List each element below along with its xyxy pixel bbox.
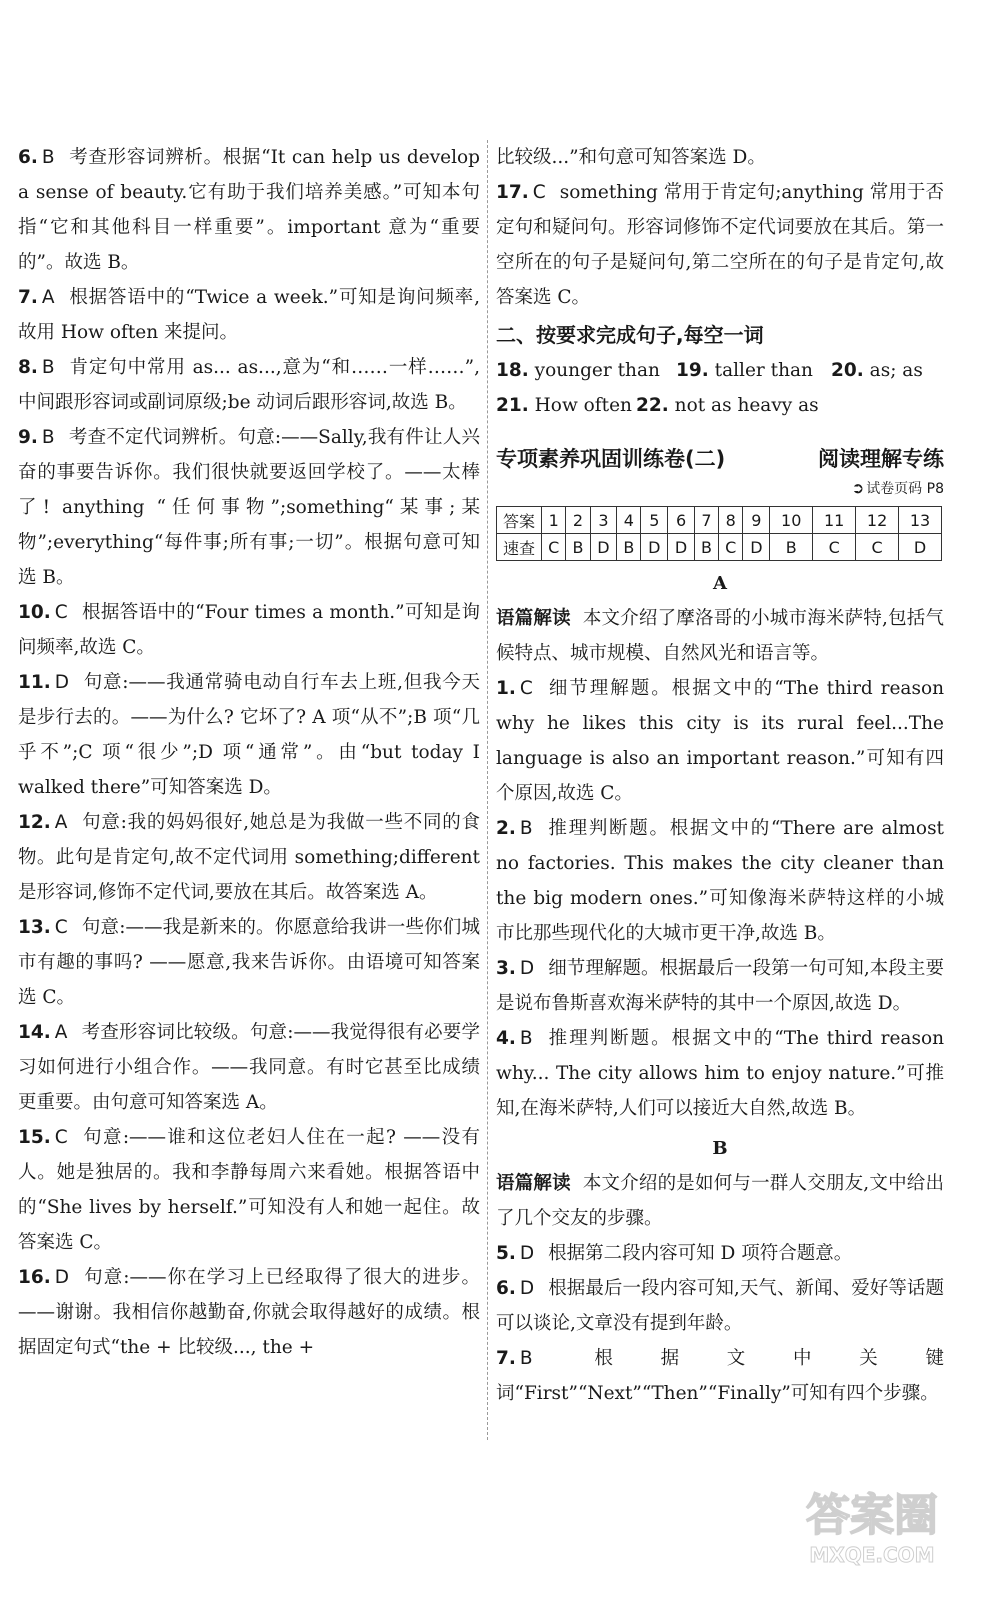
item-number: 12. [18,812,51,833]
fill-row-2 [496,388,944,423]
item-explanation: 根据第二段内容可知 D 项符合题意。 [548,1243,853,1264]
intro-text: 本文介绍的是如何与一群人交朋友,文中给出了几个交友的步骤。 [496,1173,944,1229]
item-number: 19. [676,360,709,381]
fill-item-22 [636,388,936,423]
item-number: 21. [496,395,529,416]
item-16-continuation: 比较级...”和句意可知答案选 D。 [496,147,766,168]
item-answer: C [54,1127,68,1148]
table-cell: 4 [617,507,641,534]
table-cell: 12 [856,507,899,534]
item-explanation: 考查形容词辨析。根据“It can help us develop a sense of beauty.它有助于我们培养美感。”可知本句指“它和其他科目一样重要”。important 意为“重要的”。故选 B。 [18,147,480,273]
answer-item-13 [18,910,480,1015]
item-explanation: 句意:——你在学习上已经取得了很大的进步。——谢谢。我相信你越勤奋,你就会取得越好的成绩。根据固定句式“the + 比较级..., the + [18,1267,480,1358]
table-header-cell: 速查 [497,534,542,561]
table-cell: B [566,534,590,561]
answer-item-9 [18,420,480,595]
section-b-intro [496,1166,944,1236]
item-number: 6. [496,1278,516,1299]
item-number: 8. [18,357,38,378]
table-cell: 8 [719,507,743,534]
answer-item-b7 [496,1341,944,1411]
item-explanation: 推理判断题。根据文中的“The third reason why... The city allows him to enjoy nature.”可推知,在海米萨特,人们可以接近大自然,故选 B。 [496,1028,944,1119]
table-cell: 3 [590,507,617,534]
answer-item-14 [18,1015,480,1120]
item-explanation: 句意:——我通常骑电动自行车去上班,但我今天是步行去的。——为什么? 它坏了? A 项“从不”;B 项“几乎不”;C 项“很少”;D 项“通常”。由“but today I walked there”可知答案选 D。 [18,672,480,798]
table-cell: 1 [542,507,566,534]
fill-item-20 [831,353,941,388]
item-explanation: 细节理解题。根据文中的“The third reason why he likes this city is its rural feel...The language is also an important reason.”可知有四个原因,故选 C。 [496,678,944,804]
item-number: 20. [831,360,864,381]
item-explanation: something 常用于肯定句;anything 常用于否定句和疑问句。形容词修饰不定代词要放在其后。第一空所在的句子是疑问句,第二空所在的句子是肯定句,故答案选 C。 [496,182,944,308]
item-number: 7. [496,1348,516,1369]
answer-item-17 [496,175,944,315]
intro-label: 语篇解读 [496,1173,571,1194]
answer-item-b6 [496,1271,944,1341]
item-answer: B [519,818,533,839]
item-explanation: 根据最后一段内容可知,天气、新闻、爱好等话题可以谈论,文章没有提到年龄。 [496,1278,944,1334]
answer-item-11 [18,665,480,805]
item-number: 22. [636,395,669,416]
item-explanation: 细节理解题。根据最后一段第一句可知,本段主要是说布鲁斯喜欢海米萨特的其中一个原因,故选 D。 [496,958,944,1014]
item-answer: D [519,1278,535,1299]
item-answer: B [41,427,55,448]
item-explanation: 根据文中关键词“First”“Next”“Then”“Finally”可知有四个步骤。 [496,1348,944,1404]
table-cell: C [856,534,899,561]
watermark-logo [772,1480,972,1570]
paper-title: 专项素养巩固训练卷(二) [496,447,726,471]
item-answer: D [519,1243,535,1264]
table-cell: B [770,534,813,561]
item-number: 18. [496,360,529,381]
item-explanation: 推理判断题。根据文中的“There are almost no factories. This makes the city cleaner than the big modern ones.”可知像海米萨特这样的小城市比那些现代化的大城市更干净,故选 B。 [496,818,944,944]
answer-quick-check-table [496,506,942,561]
page-reference [496,475,944,502]
table-cell: 5 [641,507,668,534]
arrow-right-icon: ➲ [851,479,865,497]
item-answer: C [54,917,68,938]
table-cell: C [542,534,566,561]
answer-item-8 [18,350,480,420]
table-cell: C [813,534,856,561]
answer-item-a1 [496,671,944,811]
item-number: 16. [18,1267,51,1288]
item-explanation: 考查形容词比较级。句意:——我觉得很有必要学习如何进行小组合作。——我同意。有时它甚至比成绩更重要。由句意可知答案选 A。 [18,1022,480,1113]
table-cell: 2 [566,507,590,534]
table-cell: D [743,534,770,561]
fill-answer: How often [534,395,632,416]
answer-item-a3 [496,951,944,1021]
item-answer: D [54,672,70,693]
fill-answer: younger than [534,360,660,381]
item-number: 3. [496,958,516,979]
item-number: 5. [496,1243,516,1264]
item-number: 2. [496,818,516,839]
table-cell: 6 [668,507,695,534]
item-number: 4. [496,1028,516,1049]
fill-item-18 [496,353,676,388]
table-row [497,534,942,561]
intro-label: 语篇解读 [496,608,571,629]
table-cell: B [617,534,641,561]
item-answer: B [519,1028,533,1049]
item-explanation: 根据答语中的“Twice a week.”可知是询问频率,故用 How often 来提问。 [18,287,480,343]
table-header-cell: 答案 [497,507,542,534]
section-two-title: 二、按要求完成句子,每空一词 [496,323,764,347]
paper-subtitle: 阅读理解专练 [818,447,944,471]
intro-text: 本文介绍了摩洛哥的小城市海米萨特,包括气候特点、城市规模、自然风光和语言等。 [496,608,944,664]
answer-item-16 [18,1260,480,1365]
table-cell: 10 [770,507,813,534]
item-number: 1. [496,678,516,699]
item-number: 10. [18,602,51,623]
right-column [496,140,944,1411]
table-cell: D [899,534,942,561]
table-cell: C [719,534,743,561]
fill-item-21 [496,388,636,423]
item-answer: C [54,602,68,623]
item-answer: C [532,182,546,203]
answer-item-15 [18,1120,480,1260]
left-column [18,140,480,1365]
item-answer: A [41,287,55,308]
page-reference-text: 试卷页码 P8 [866,481,944,497]
table-cell: D [590,534,617,561]
item-answer: B [41,147,55,168]
item-answer: A [54,812,68,833]
answer-item-a4 [496,1021,944,1126]
fill-answer: as; as [869,360,923,381]
watermark-logo-text: 答案圈 [806,1490,938,1541]
fill-item-19 [676,353,831,388]
answer-item-b5 [496,1236,944,1271]
practice-paper-title [496,443,944,475]
item-answer: B [41,357,55,378]
item-explanation: 根据答语中的“Four times a month.”可知是询问频率,故选 C。 [18,602,480,658]
column-divider [487,140,488,1440]
answer-item-a2 [496,811,944,951]
item-explanation: 句意:——我是新来的。你愿意给我讲一些你们城市有趣的事吗? ——愿意,我来告诉你。由语境可知答案选 C。 [18,917,480,1008]
item-answer: A [54,1022,68,1043]
item-explanation: 句意:——谁和这位老妇人住在一起? ——没有人。她是独居的。我和李静每周六来看她。根据答语中的“She lives by herself.”可知没有人和她一起住。故答案选 C。 [18,1127,480,1253]
fill-row-1 [496,353,944,388]
answer-item-12 [18,805,480,910]
item-number: 7. [18,287,38,308]
item-number: 14. [18,1022,51,1043]
item-number: 9. [18,427,38,448]
table-cell: 9 [743,507,770,534]
item-number: 15. [18,1127,51,1148]
table-cell: D [668,534,695,561]
item-explanation: 句意:我的妈妈很好,她总是为我做一些不同的食物。此句是肯定句,故不定代词用 something;different 是形容词,修饰不定代词,要放在其后。故答案选 A。 [18,812,480,903]
section-a-intro [496,601,944,671]
item-answer: D [519,958,535,979]
table-cell: 7 [694,507,718,534]
section-a-heading: A [713,573,727,594]
table-cell: D [641,534,668,561]
item-answer: D [54,1267,70,1288]
item-number: 6. [18,147,38,168]
item-explanation: 考查不定代词辨析。句意:——Sally,我有件让人兴奋的事要告诉你。我们很快就要返回学校了。——太棒了! anything “任何事物”;something“某事;某物”;everything“每件事;所有事;一切”。根据句意可知选 B。 [18,427,480,588]
item-explanation: 肯定句中常用 as... as...,意为“和……一样……”,中间跟形容词或副词原级;be 动词后跟形容词,故选 B。 [18,357,480,413]
item-answer: C [519,678,533,699]
item-answer: B [519,1348,533,1369]
table-cell: B [694,534,718,561]
section-b-heading: B [712,1138,728,1159]
watermark-url-text: MXQE.COM [809,1543,935,1567]
table-cell: 11 [813,507,856,534]
table-cell: 13 [899,507,942,534]
item-number: 13. [18,917,51,938]
table-row [497,507,942,534]
answer-item-6 [18,140,480,280]
answer-item-10 [18,595,480,665]
item-number: 17. [496,182,529,203]
answer-item-7 [18,280,480,350]
fill-answer: taller than [714,360,813,381]
fill-answer: not as heavy as [674,395,819,416]
item-number: 11. [18,672,51,693]
